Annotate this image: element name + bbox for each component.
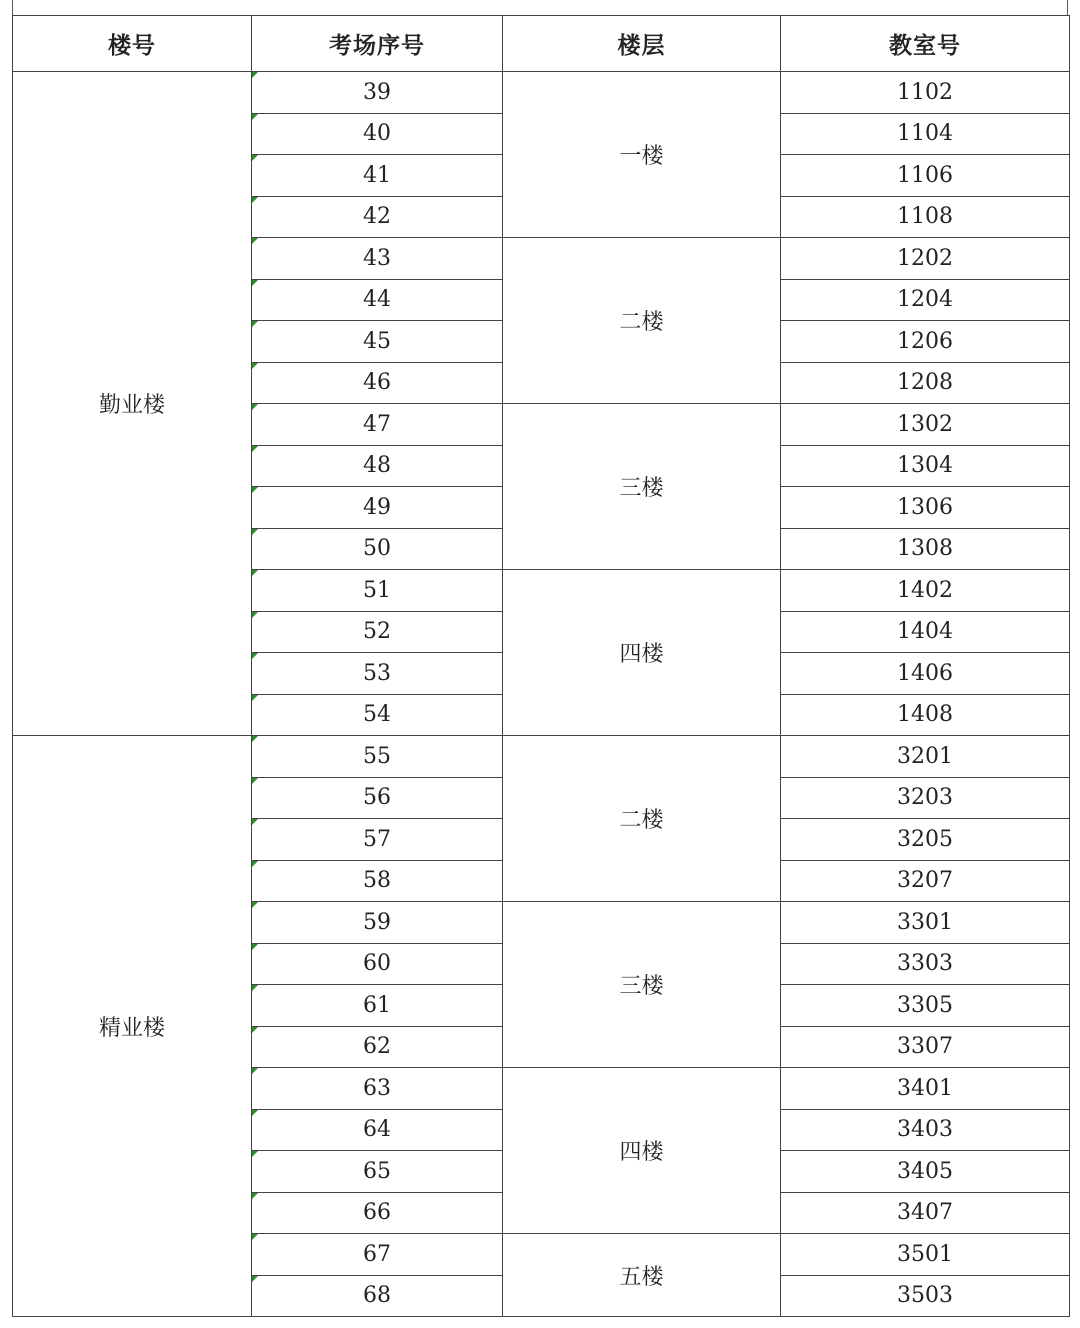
floor-cell: 一楼	[503, 72, 781, 238]
exam-seq-value: 43	[363, 245, 391, 271]
cell-marker-icon	[252, 114, 258, 120]
exam-seq-cell	[252, 1234, 503, 1276]
exam-seq-value: 54	[363, 702, 391, 728]
exam-seq-cell	[252, 736, 503, 778]
room-number-cell: 1102	[781, 72, 1070, 114]
exam-seq-value: 58	[363, 868, 391, 894]
exam-seq-cell	[252, 155, 503, 197]
table-header	[13, 16, 1070, 72]
exam-seq-cell	[252, 404, 503, 446]
cell-marker-icon	[252, 985, 258, 991]
exam-seq-value: 68	[363, 1283, 391, 1309]
exam-seq-cell	[252, 777, 503, 819]
cell-marker-icon	[252, 819, 258, 825]
cell-marker-icon	[252, 1027, 258, 1033]
room-number-cell: 3407	[781, 1192, 1070, 1234]
room-number-cell: 3405	[781, 1151, 1070, 1193]
exam-seq-cell	[252, 279, 503, 321]
room-number-cell: 3301	[781, 902, 1070, 944]
cell-marker-icon	[252, 155, 258, 161]
cell-marker-icon	[252, 1110, 258, 1116]
exam-seq-value: 48	[363, 453, 391, 479]
cell-marker-icon	[252, 72, 258, 78]
exam-seq-cell	[252, 72, 503, 114]
exam-seq-cell	[252, 1275, 503, 1317]
room-number-cell: 3503	[781, 1275, 1070, 1317]
exam-seq-cell	[252, 196, 503, 238]
exam-seq-value: 65	[363, 1158, 391, 1184]
header-building: 楼号	[13, 16, 252, 72]
room-number-cell: 1202	[781, 238, 1070, 280]
room-number-cell: 1408	[781, 694, 1070, 736]
exam-seq-cell	[252, 1192, 503, 1234]
floor-cell: 三楼	[503, 404, 781, 570]
cell-marker-icon	[252, 487, 258, 493]
exam-seq-cell	[252, 445, 503, 487]
floor-cell: 五楼	[503, 1234, 781, 1317]
header-exam-seq: 考场序号	[252, 16, 503, 72]
cell-marker-icon	[252, 861, 258, 867]
cell-marker-icon	[252, 695, 258, 701]
exam-seq-value: 63	[363, 1075, 391, 1101]
exam-seq-value: 61	[363, 992, 391, 1018]
building-name-cell: 精业楼	[13, 736, 252, 1317]
floor-cell: 四楼	[503, 1068, 781, 1234]
exam-seq-cell	[252, 1151, 503, 1193]
exam-seq-value: 67	[363, 1241, 391, 1267]
exam-seq-value: 55	[363, 743, 391, 769]
exam-seq-value: 64	[363, 1117, 391, 1143]
exam-seq-cell	[252, 570, 503, 612]
cell-marker-icon	[252, 1068, 258, 1074]
exam-seq-cell	[252, 362, 503, 404]
header-room: 教室号	[781, 16, 1070, 72]
room-number-cell: 3307	[781, 1026, 1070, 1068]
floor-cell: 二楼	[503, 736, 781, 902]
exam-seq-value: 52	[363, 619, 391, 645]
exam-seq-cell	[252, 943, 503, 985]
room-number-cell: 1108	[781, 196, 1070, 238]
exam-seq-cell	[252, 1068, 503, 1110]
room-number-cell: 3201	[781, 736, 1070, 778]
floor-cell: 四楼	[503, 570, 781, 736]
exam-seq-cell	[252, 238, 503, 280]
room-number-cell: 3207	[781, 860, 1070, 902]
exam-seq-value: 44	[363, 287, 391, 313]
building-name-cell: 勤业楼	[13, 72, 252, 736]
room-number-cell: 3501	[781, 1234, 1070, 1276]
exam-seq-cell	[252, 860, 503, 902]
cell-marker-icon	[252, 280, 258, 286]
exam-seq-value: 50	[363, 536, 391, 562]
room-number-cell: 1308	[781, 528, 1070, 570]
cell-marker-icon	[252, 1193, 258, 1199]
cell-marker-icon	[252, 902, 258, 908]
room-number-cell: 1402	[781, 570, 1070, 612]
exam-seq-cell	[252, 1026, 503, 1068]
exam-seq-cell	[252, 528, 503, 570]
header-floor: 楼层	[503, 16, 781, 72]
exam-seq-value: 47	[363, 411, 391, 437]
exam-seq-value: 60	[363, 951, 391, 977]
cell-marker-icon	[252, 1276, 258, 1282]
room-number-cell: 1208	[781, 362, 1070, 404]
exam-seq-value: 53	[363, 660, 391, 686]
exam-seq-value: 49	[363, 494, 391, 520]
exam-seq-cell	[252, 611, 503, 653]
exam-seq-value: 57	[363, 826, 391, 852]
cell-marker-icon	[252, 529, 258, 535]
exam-seq-value: 51	[363, 577, 391, 603]
cell-marker-icon	[252, 612, 258, 618]
room-number-cell: 1406	[781, 653, 1070, 695]
exam-seq-cell	[252, 1109, 503, 1151]
cell-marker-icon	[252, 197, 258, 203]
cell-marker-icon	[252, 238, 258, 244]
exam-seq-value: 42	[363, 204, 391, 230]
table-row	[13, 736, 1070, 778]
exam-seq-value: 45	[363, 328, 391, 354]
exam-seq-value: 56	[363, 785, 391, 811]
cell-marker-icon	[252, 778, 258, 784]
exam-seq-value: 62	[363, 1034, 391, 1060]
exam-seq-value: 41	[363, 162, 391, 188]
cell-marker-icon	[252, 1151, 258, 1157]
table-body	[13, 72, 1070, 1317]
exam-seq-value: 40	[363, 121, 391, 147]
cell-marker-icon	[252, 944, 258, 950]
room-number-cell: 1206	[781, 321, 1070, 363]
room-number-cell: 1304	[781, 445, 1070, 487]
exam-seq-value: 66	[363, 1200, 391, 1226]
exam-seq-value: 46	[363, 370, 391, 396]
room-number-cell: 1104	[781, 113, 1070, 155]
table-row	[13, 72, 1070, 114]
exam-seq-value: 59	[363, 909, 391, 935]
cell-marker-icon	[252, 736, 258, 742]
exam-seq-cell	[252, 819, 503, 861]
room-number-cell: 1404	[781, 611, 1070, 653]
room-number-cell: 1204	[781, 279, 1070, 321]
header-row	[13, 16, 1070, 72]
room-number-cell: 3403	[781, 1109, 1070, 1151]
room-number-cell: 1106	[781, 155, 1070, 197]
exam-seq-cell	[252, 321, 503, 363]
floor-cell: 二楼	[503, 238, 781, 404]
cell-marker-icon	[252, 363, 258, 369]
cell-marker-icon	[252, 321, 258, 327]
room-number-cell: 3401	[781, 1068, 1070, 1110]
exam-seq-cell	[252, 694, 503, 736]
cell-marker-icon	[252, 404, 258, 410]
exam-seq-cell	[252, 487, 503, 529]
room-number-cell: 3205	[781, 819, 1070, 861]
cell-marker-icon	[252, 446, 258, 452]
cell-marker-icon	[252, 1234, 258, 1240]
exam-seq-cell	[252, 653, 503, 695]
room-number-cell: 3303	[781, 943, 1070, 985]
top-border-fragment	[12, 0, 1068, 16]
room-number-cell: 3305	[781, 985, 1070, 1027]
room-number-cell: 1302	[781, 404, 1070, 446]
exam-seq-cell	[252, 902, 503, 944]
exam-seq-cell	[252, 985, 503, 1027]
floor-cell: 三楼	[503, 902, 781, 1068]
exam-room-table	[12, 15, 1070, 1317]
room-number-cell: 1306	[781, 487, 1070, 529]
cell-marker-icon	[252, 570, 258, 576]
exam-seq-cell	[252, 113, 503, 155]
cell-marker-icon	[252, 653, 258, 659]
exam-seq-value: 39	[363, 79, 391, 105]
room-number-cell: 3203	[781, 777, 1070, 819]
